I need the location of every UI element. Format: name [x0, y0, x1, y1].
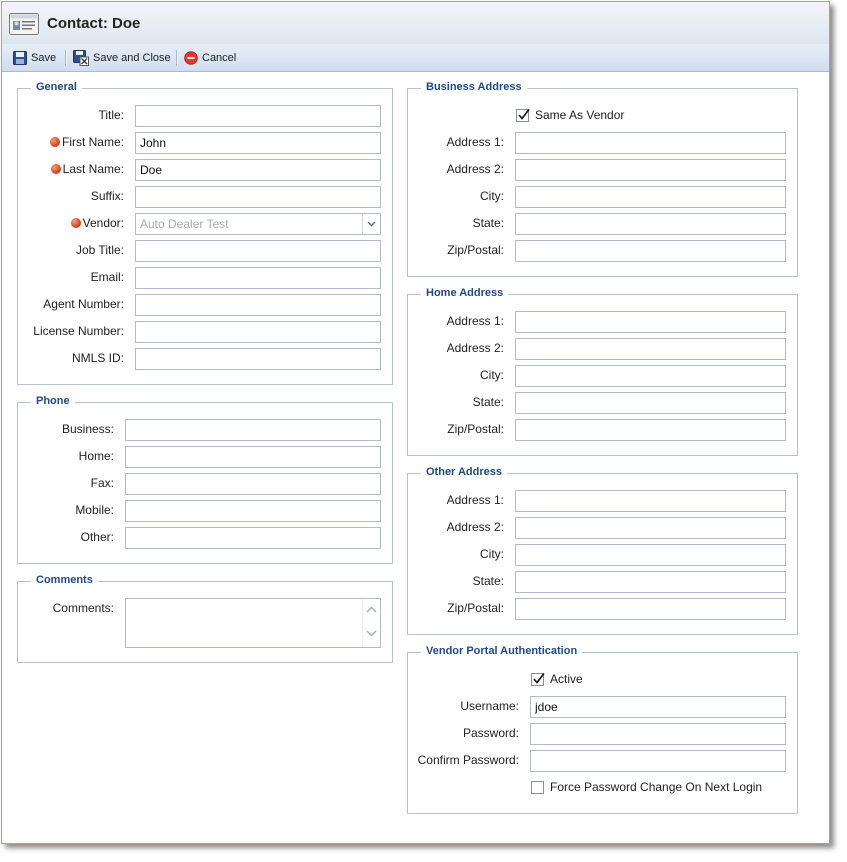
same-as-vendor-label: Same As Vendor	[535, 108, 625, 122]
home-city-input[interactable]	[515, 365, 786, 387]
scroll-up-icon[interactable]	[366, 606, 377, 613]
home-state-label: State:	[472, 395, 504, 409]
nmls-id-label: NMLS ID:	[71, 351, 124, 365]
other-address1-input[interactable]	[515, 490, 786, 512]
vendor-value: Auto Dealer Test	[140, 217, 229, 231]
cancel-button[interactable]	[184, 44, 236, 71]
last-name-label-wrap	[22, 162, 124, 176]
required-icon	[71, 218, 81, 228]
mobile-phone-label: Mobile:	[75, 503, 114, 517]
business-city-label: City:	[480, 189, 504, 203]
cancel-circle-icon	[184, 51, 198, 65]
toolbar-separator	[65, 50, 67, 66]
title-label: Title:	[98, 108, 124, 122]
business-state-input[interactable]	[515, 213, 786, 235]
active-label: Active	[550, 672, 583, 686]
other-city-label: City:	[480, 547, 504, 561]
scroll-down-icon[interactable]	[366, 630, 377, 637]
comments-scrollbar[interactable]	[362, 599, 380, 647]
vendor-label: Vendor:	[82, 216, 124, 230]
window-title: Contact: Doe	[47, 15, 141, 32]
checkmark-icon	[517, 108, 531, 122]
other-address-legend: Other Address	[421, 466, 507, 478]
comments-label: Comments:	[52, 601, 114, 615]
toolbar	[2, 44, 829, 72]
agent-number-input[interactable]	[135, 294, 381, 316]
home-address1-label: Address 1:	[446, 314, 504, 328]
password-label: Password:	[462, 726, 519, 740]
business-state-label: State:	[472, 216, 504, 230]
fax-label: Fax:	[90, 476, 114, 490]
checkmark-icon	[532, 672, 546, 686]
license-number-label: License Number:	[33, 324, 124, 338]
other-state-label: State:	[472, 574, 504, 588]
other-city-input[interactable]	[515, 544, 786, 566]
license-number-input[interactable]	[135, 321, 381, 343]
last-name-input[interactable]	[135, 159, 381, 181]
home-address2-label: Address 2:	[446, 341, 504, 355]
other-address2-input[interactable]	[515, 517, 786, 539]
cancel-label: Cancel	[202, 51, 237, 64]
mobile-phone-input[interactable]	[125, 500, 381, 522]
save-button[interactable]	[13, 44, 56, 71]
home-address1-input[interactable]	[515, 311, 786, 333]
vendor-dropdown-button[interactable]	[362, 214, 380, 234]
title-input[interactable]	[135, 105, 381, 127]
business-phone-label: Business:	[61, 422, 114, 436]
fax-input[interactable]	[125, 473, 381, 495]
business-address-legend: Business Address	[421, 81, 527, 93]
email-input[interactable]	[135, 267, 381, 289]
suffix-input[interactable]	[135, 186, 381, 208]
job-title-label: Job Title:	[75, 243, 124, 257]
agent-number-label: Agent Number:	[43, 297, 124, 311]
business-address2-input[interactable]	[515, 159, 786, 181]
required-icon	[50, 137, 60, 147]
first-name-label: First Name:	[61, 135, 124, 149]
other-address2-label: Address 2:	[446, 520, 504, 534]
username-input[interactable]	[530, 696, 786, 718]
force-password-change-checkbox[interactable]	[531, 781, 544, 794]
other-phone-input[interactable]	[125, 527, 381, 549]
other-address1-label: Address 1:	[446, 493, 504, 507]
home-address2-input[interactable]	[515, 338, 786, 360]
required-icon	[51, 164, 61, 174]
nmls-id-input[interactable]	[135, 348, 381, 370]
home-phone-label: Home:	[78, 449, 114, 463]
password-input[interactable]	[530, 723, 786, 745]
vendor-portal-legend: Vendor Portal Authentication	[421, 645, 582, 657]
other-zip-input[interactable]	[515, 598, 786, 620]
chevron-down-icon	[367, 221, 376, 227]
force-password-change-label: Force Password Change On Next Login	[550, 780, 763, 794]
title-bar	[2, 2, 829, 45]
business-city-input[interactable]	[515, 186, 786, 208]
home-zip-label: Zip/Postal:	[447, 422, 504, 436]
home-city-label: City:	[480, 368, 504, 382]
same-as-vendor-checkbox[interactable]	[516, 109, 529, 122]
email-label: Email:	[90, 270, 124, 284]
last-name-label: Last Name:	[62, 162, 124, 176]
home-zip-input[interactable]	[515, 419, 786, 441]
active-checkbox[interactable]	[531, 673, 544, 686]
home-address-legend: Home Address	[421, 287, 508, 299]
first-name-input[interactable]	[135, 132, 381, 154]
save-and-close-button[interactable]	[73, 44, 171, 71]
home-phone-input[interactable]	[125, 446, 381, 468]
comments-textarea[interactable]	[125, 598, 381, 648]
job-title-input[interactable]	[135, 240, 381, 262]
save-label: Save	[31, 51, 57, 64]
contact-window	[1, 1, 830, 844]
suffix-label: Suffix:	[90, 189, 124, 203]
other-phone-label: Other:	[80, 530, 114, 544]
save-and-close-label: Save and Close	[93, 51, 171, 64]
general-legend: General	[31, 81, 82, 93]
business-address1-input[interactable]	[515, 132, 786, 154]
vendor-label-wrap	[22, 216, 124, 230]
business-address1-label: Address 1:	[446, 135, 504, 149]
other-state-input[interactable]	[515, 571, 786, 593]
other-zip-label: Zip/Postal:	[447, 601, 504, 615]
comments-legend: Comments	[31, 574, 98, 586]
confirm-password-input[interactable]	[530, 750, 786, 772]
business-zip-label: Zip/Postal:	[447, 243, 504, 257]
floppy-disk-close-icon	[73, 50, 89, 66]
business-zip-input[interactable]	[515, 240, 786, 262]
phone-legend: Phone	[31, 395, 75, 407]
vendor-combo[interactable]	[135, 213, 381, 235]
business-address2-label: Address 2:	[446, 162, 504, 176]
contact-card-icon	[9, 13, 39, 35]
toolbar-separator	[176, 50, 178, 66]
floppy-disk-icon	[13, 51, 27, 65]
home-state-input[interactable]	[515, 392, 786, 414]
first-name-label-wrap	[22, 135, 124, 149]
business-phone-input[interactable]	[125, 419, 381, 441]
username-label: Username:	[460, 699, 519, 713]
confirm-password-label: Confirm Password:	[417, 753, 519, 767]
